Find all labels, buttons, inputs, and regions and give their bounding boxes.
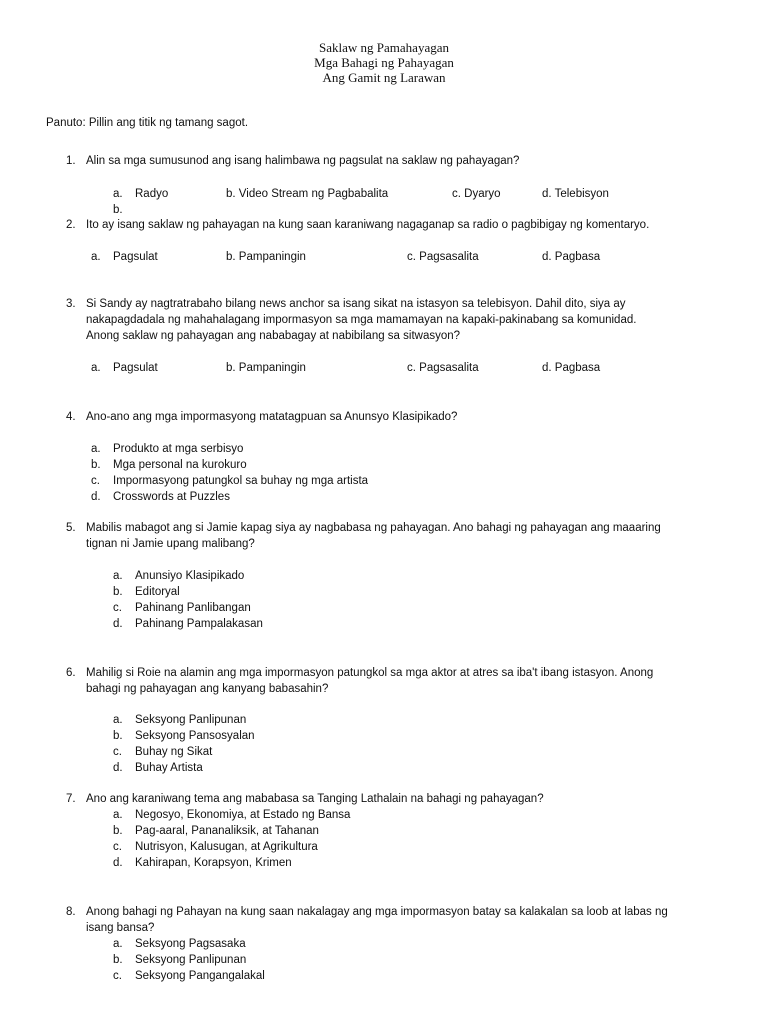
option-a: a. Radyo [113,188,169,200]
instructions: Panuto: Pillin ang titik ng tamang sagot. [46,117,249,129]
option-b: b. Editoryal [113,586,180,598]
question-text: Ano-ano ang mga impormasyong matatagpuan sa Anunsyo Klasipikado? [86,411,458,423]
option-a: a. Anunsiyo Klasipikado [113,570,245,582]
option-c: c. Pagsasalita [407,362,479,374]
question-number: 4. [66,411,76,423]
option-c: c. Buhay ng Sikat [113,746,213,758]
option-b: b. Pampaningin [226,362,306,374]
worksheet-header [0,40,768,85]
question-number: 7. [66,793,76,805]
option-d: d. Crosswords at Puzzles [91,491,230,503]
option-b-empty: b. [113,204,123,216]
option-a: a. Pagsulat [91,362,158,374]
option-a: a. Pagsulat [91,251,158,263]
option-d: d. Buhay Artista [113,762,203,774]
option-c: c. Nutrisyon, Kalusugan, at Agrikultura [113,841,318,853]
header-subtitle-2: Ang Gamit ng Larawan [322,70,446,85]
option-b: b. Pag-aaral, Pananaliksik, at Tahanan [113,825,319,837]
question-number: 3. [66,298,76,310]
option-a: a. Seksyong Pagsasaka [113,938,246,950]
question-text: Mabilis mabagot ang si Jamie kapag siya ay nagbabasa ng pahayagan. Ano bahagi ng pahayagan ang maaaring tignan ni Jamie upang malibang? [86,522,661,550]
option-c: c. Impormasyong patungkol sa buhay ng mga artista [91,475,369,487]
option-d: d. Pagbasa [542,251,601,263]
option-b: b. Video Stream ng Pagbabalita [226,188,389,200]
option-d: d. Telebisyon [542,188,609,200]
header-title: Saklaw ng Pamahayagan [319,40,449,55]
question-number: 8. [66,906,76,918]
option-b: b. Seksyong Pansosyalan [113,730,255,742]
option-d: d. Pahinang Pampalakasan [113,618,263,630]
option-b: b. Seksyong Panlipunan [113,954,247,966]
option-b: b. Mga personal na kurokuro [91,459,247,471]
question-number: 1. [66,155,76,167]
option-d: d. Pagbasa [542,362,601,374]
option-b: b. Pampaningin [226,251,306,263]
question-text: Ano ang karaniwang tema ang mababasa sa Tanging Lathalain na bahagi ng pahayagan? [86,793,544,805]
header-subtitle-1: Mga Bahagi ng Pahayagan [314,55,454,70]
option-c: c. Pagsasalita [407,251,479,263]
option-a: a. Produkto at mga serbisyo [91,443,244,455]
option-c: c. Dyaryo [452,188,501,200]
question-text: Mahilig si Roie na alamin ang mga impormasyon patungkol sa mga aktor at atres sa iba't ibang istasyon. Anong bahagi ng pahayagan ang kanyang babasahin? [86,667,654,695]
question-text: Alin sa mga sumusunod ang isang halimbawa ng pagsulat na saklaw ng pahayagan? [86,155,520,167]
option-a: a. Negosyo, Ekonomiya, at Estado ng Bansa [113,809,351,821]
question-number: 2. [66,219,76,231]
option-c: c. Seksyong Pangangalakal [113,970,265,982]
option-a: a. Seksyong Panlipunan [113,714,247,726]
question-text: Ito ay isang saklaw ng pahayagan na kung saan karaniwang nagaganap sa radio o pagbibigay ng komentaryo. [86,219,650,231]
option-d: d. Kahirapan, Korapsyon, Krimen [113,857,292,869]
question-text: Si Sandy ay nagtratrabaho bilang news anchor sa isang sikat na istasyon sa telebisyon. Dahil dito, siya ay nakapagdadala ng mahahalagang impormasyon sa mga mamamayan na kapaki-pakinabang sa komunidad. Anong saklaw ng pahayagan ang nababagay at nabibilang sa sitwasyon? [86,298,637,342]
question-number: 6. [66,667,76,679]
question-text: Anong bahagi ng Pahayan na kung saan nakalagay ang mga impormasyon batay sa kalakalan sa loob at labas ng isang bansa? [86,906,668,934]
option-c: c. Pahinang Panlibangan [113,602,251,614]
question-number: 5. [66,522,76,534]
